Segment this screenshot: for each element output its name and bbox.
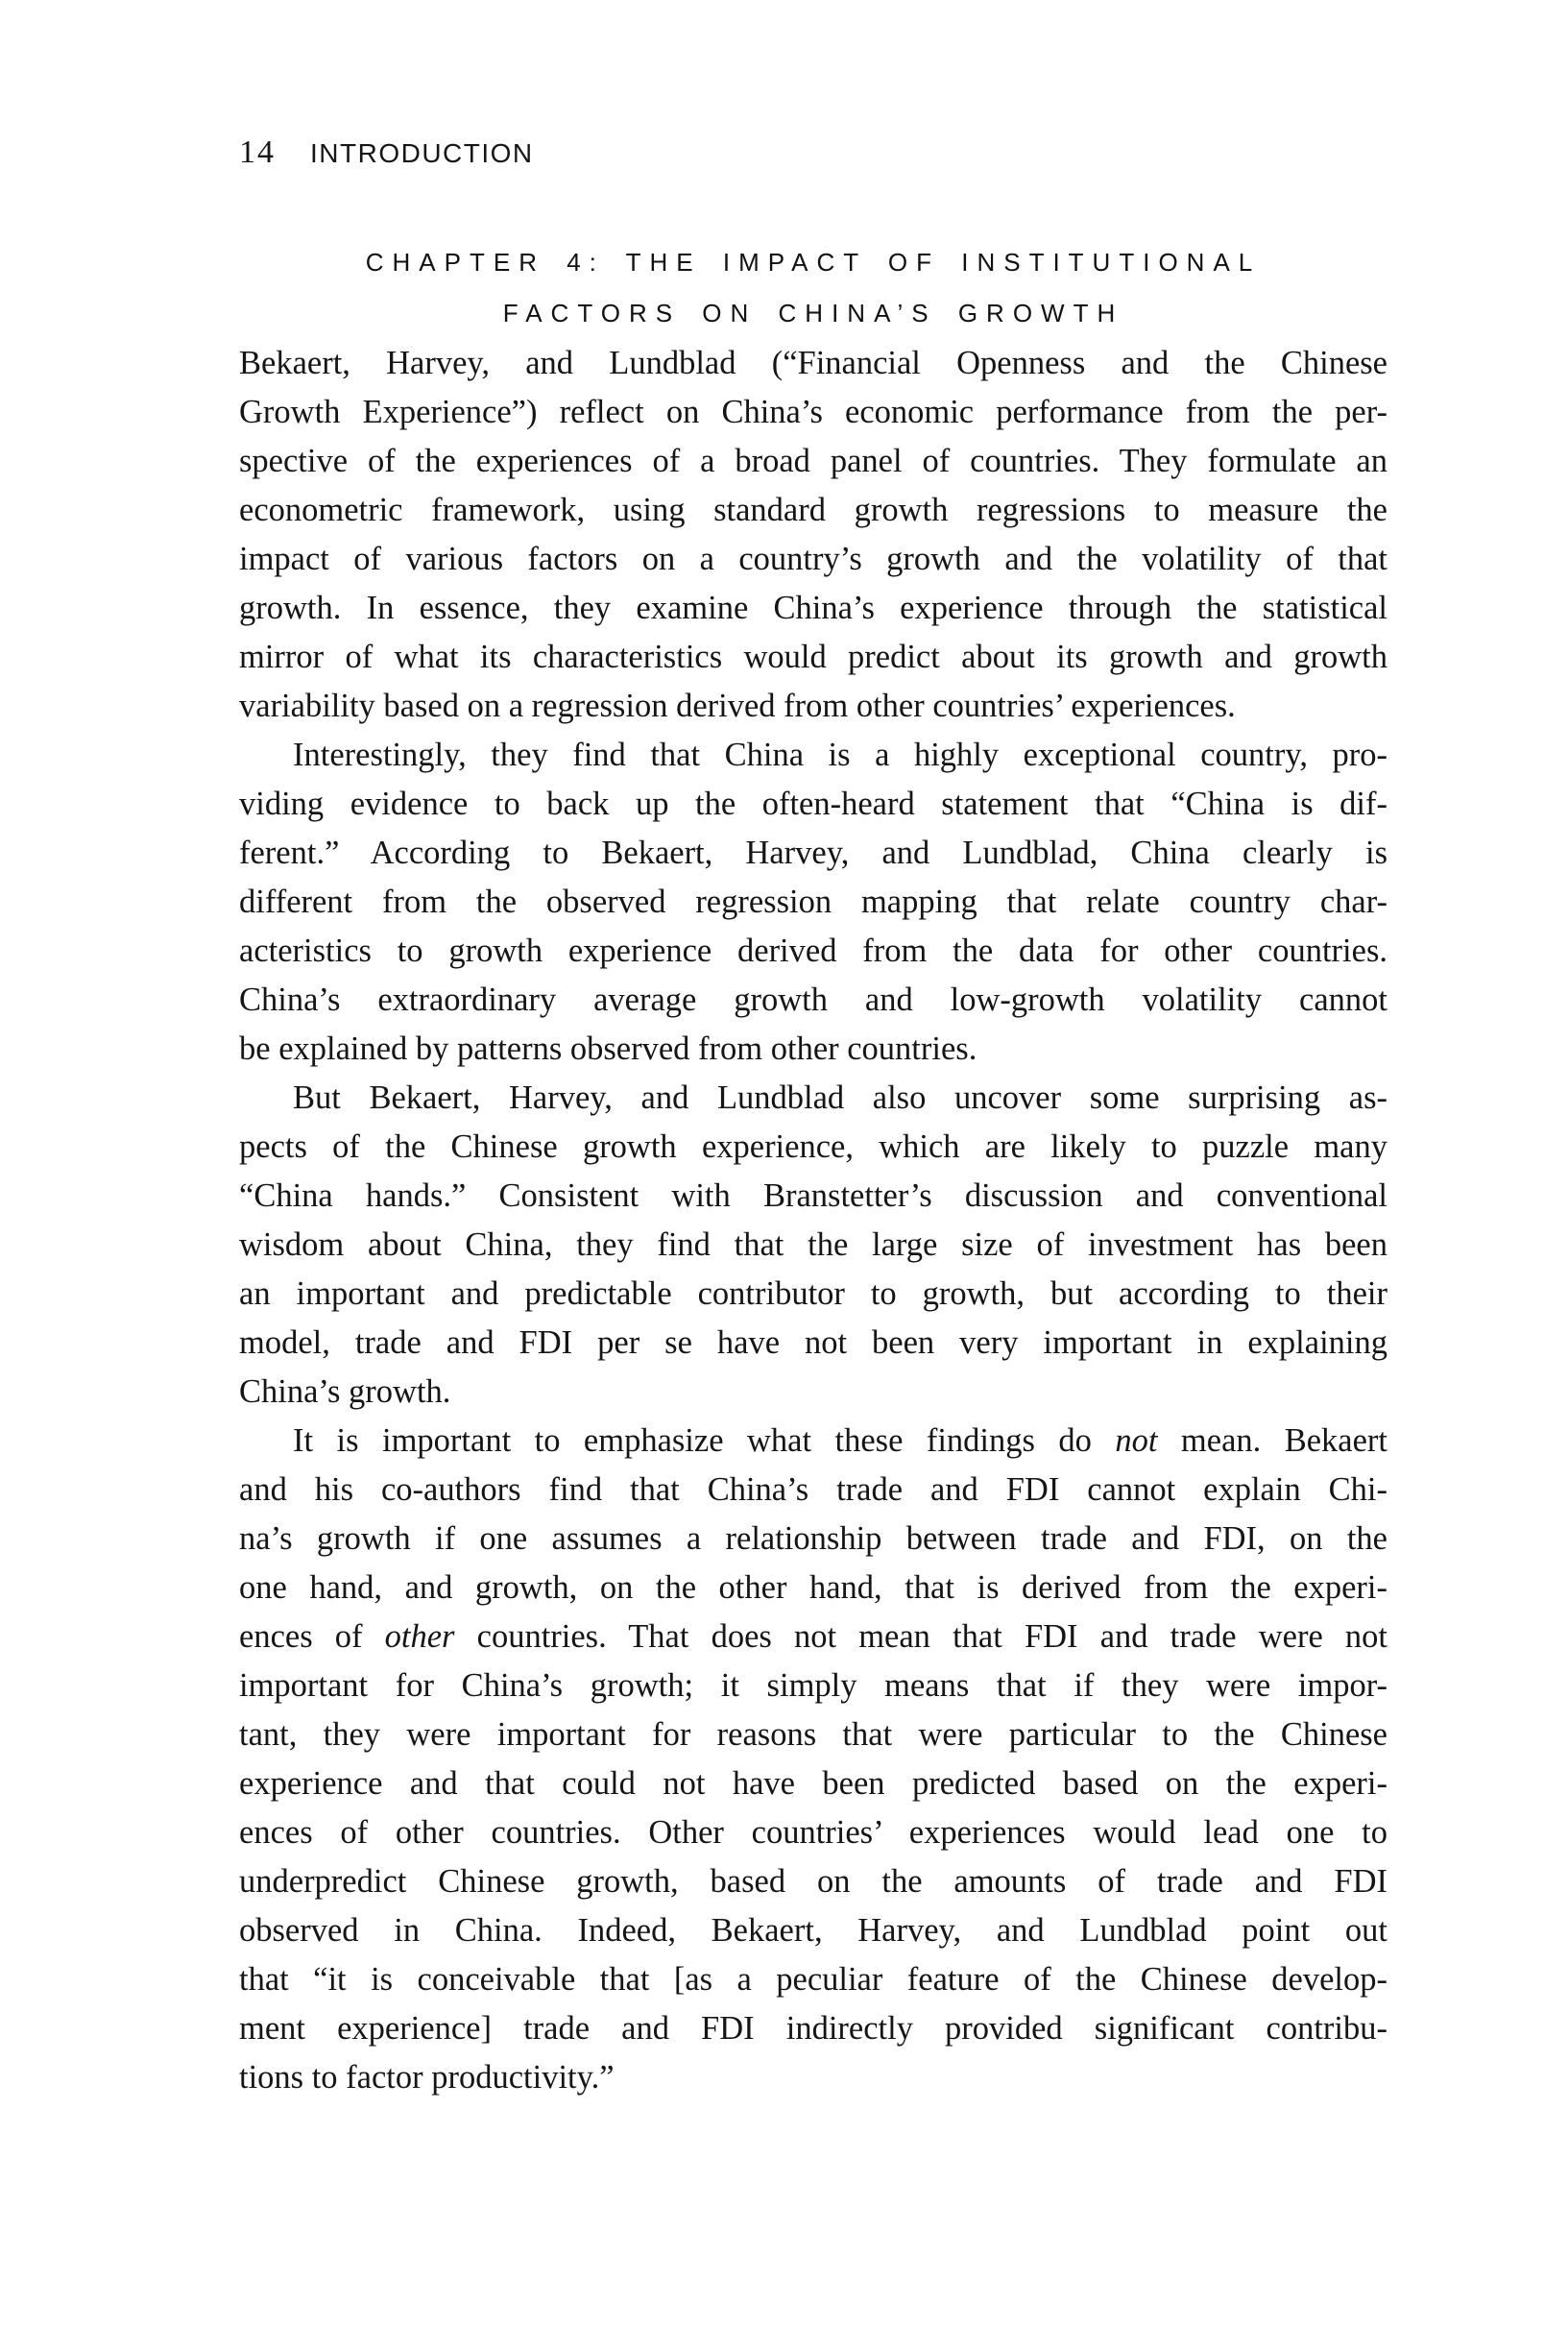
text-line: wisdom about China, they find that the large size of investment has been — [239, 1226, 1387, 1263]
text-line: tant, they were important for reasons that were particular to the Chinese — [239, 1716, 1387, 1753]
chapter-heading — [239, 237, 1387, 339]
paragraph — [239, 339, 1387, 731]
text-line: and his co-authors find that China’s trade and FDI cannot explain Chi- — [239, 1471, 1387, 1508]
text-line: ferent.” According to Bekaert, Harvey, and Lundblad, China clearly is — [239, 835, 1387, 871]
text-line: Growth Experience”) reflect on China’s economic performance from the per- — [239, 394, 1387, 430]
text-line: be explained by patterns observed from other countries. — [239, 1031, 977, 1067]
chapter-heading-line-2: FACTORS ON CHINA’S GROWTH — [502, 299, 1124, 327]
text-line: impact of various factors on a country’s growth and the volatility of that — [239, 541, 1387, 577]
running-head: INTRODUCTION — [310, 138, 534, 168]
text-line: It is important to emphasize what these findings do not mean. Bekaert — [293, 1422, 1388, 1459]
paragraph — [239, 1417, 1387, 2102]
text-line: an important and predictable contributor to growth, but according to their — [239, 1275, 1387, 1312]
text-line: China’s extraordinary average growth and low-growth volatility cannot — [239, 982, 1387, 1018]
text-line: experience and that could not have been predicted based on the experi- — [239, 1765, 1387, 1802]
page-header — [239, 134, 534, 171]
text-line: China’s growth. — [239, 1373, 451, 1410]
text-line: observed in China. Indeed, Bekaert, Harvey, and Lundblad point out — [239, 1912, 1387, 1949]
text-line: growth. In essence, they examine China’s experience through the statistical — [239, 590, 1387, 626]
paragraph — [239, 1074, 1387, 1417]
text-line: different from the observed regression mapping that relate country char- — [239, 884, 1387, 920]
text-line: econometric framework, using standard growth regressions to measure the — [239, 492, 1387, 528]
text-line: ences of other countries. Other countries’ experiences would lead one to — [239, 1814, 1387, 1851]
text-line: ences of other countries. That does not mean that FDI and trade were not — [239, 1618, 1388, 1655]
text-line: one hand, and growth, on the other hand, that is derived from the experi- — [239, 1569, 1387, 1606]
text-line: ment experience] trade and FDI indirectly provided significant contribu- — [239, 2010, 1387, 2047]
body-text — [239, 339, 1387, 2102]
chapter-heading-line-1: CHAPTER 4: THE IMPACT OF INSTITUTIONAL — [365, 248, 1262, 277]
text-line: model, trade and FDI per se have not been very important in explaining — [239, 1324, 1387, 1361]
text-line: that “it is conceivable that [as a peculiar feature of the Chinese develop- — [239, 1961, 1387, 1998]
text-line: But Bekaert, Harvey, and Lundblad also uncover some surprising as- — [293, 1079, 1387, 1116]
text-line: na’s growth if one assumes a relationship between trade and FDI, on the — [239, 1520, 1387, 1557]
text-line: important for China’s growth; it simply means that if they were impor- — [239, 1667, 1387, 1704]
page-number: 14 — [239, 134, 276, 170]
text-line: spective of the experiences of a broad panel of countries. They formulate an — [239, 443, 1387, 479]
text-line: viding evidence to back up the often-heard statement that “China is dif- — [239, 786, 1387, 822]
text-line: acteristics to growth experience derived from the data for other countries. — [239, 933, 1387, 969]
text-line: Bekaert, Harvey, and Lundblad (“Financial Openness and the Chinese — [239, 345, 1387, 381]
text-line: pects of the Chinese growth experience, which are likely to puzzle many — [239, 1128, 1387, 1165]
text-line: Interestingly, they find that China is a highly exceptional country, pro- — [293, 737, 1387, 773]
text-line: “China hands.” Consistent with Branstetter’s discussion and conventional — [239, 1177, 1387, 1214]
text-line: mirror of what its characteristics would predict about its growth and growth — [239, 639, 1387, 675]
text-line: tions to factor productivity.” — [239, 2059, 615, 2096]
paragraph — [239, 731, 1387, 1074]
text-line: underpredict Chinese growth, based on the amounts of trade and FDI — [239, 1863, 1387, 1900]
text-line: variability based on a regression derived from other countries’ experiences. — [239, 688, 1236, 724]
